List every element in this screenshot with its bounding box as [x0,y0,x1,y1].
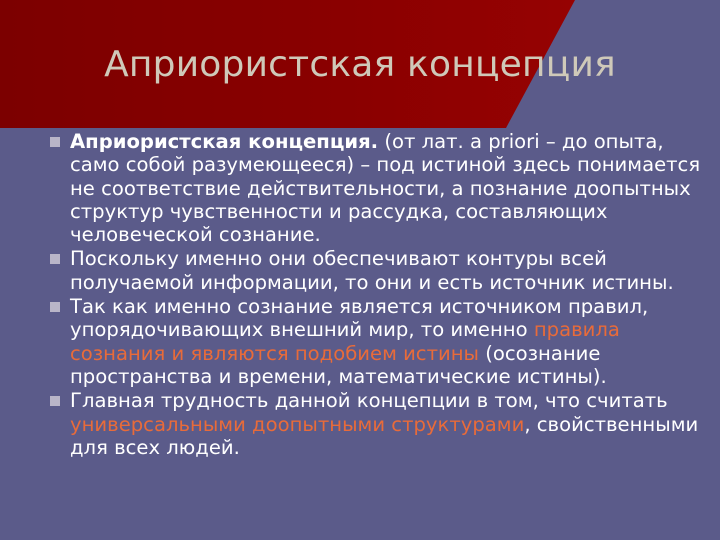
highlighted-text: правила сознания и являются подобием истины [70,318,620,365]
bullet-list [48,130,708,460]
square-bullet-icon [50,396,60,406]
term-label: Априористская концепция. [70,130,379,153]
slide-title: Априористская концепция [104,44,616,85]
bullet-text: Поскольку именно они обеспечивают контуры всей получаемой информации, то они и есть источник истины. [70,247,674,294]
bullet-item [48,295,708,388]
bullet-text: Главная трудность данной концепции в том, что считать [70,389,668,413]
bullet-text: (от лат. а priori – до опыта, само собой разумеющееся) – под истиной здесь понимается не соответствие действительности, а познание доопытных структур чувственности и рассудка, составляющих человеческой сознание. [70,130,701,247]
bullet-text: Так как именно сознание является источником правил, упорядочивающих внешний мир, то именно [70,295,649,342]
bullet-item [48,247,708,294]
highlighted-text: универсальными доопытными структурами [70,412,525,436]
square-bullet-icon [50,137,60,147]
square-bullet-icon [50,254,60,264]
bullet-item [48,130,708,246]
bullet-item [48,389,708,459]
square-bullet-icon [50,302,60,312]
bullet-text: , свойственными для всех людей. [70,412,699,459]
bullet-text: (осознание пространства и времени, математические истины). [70,341,607,388]
